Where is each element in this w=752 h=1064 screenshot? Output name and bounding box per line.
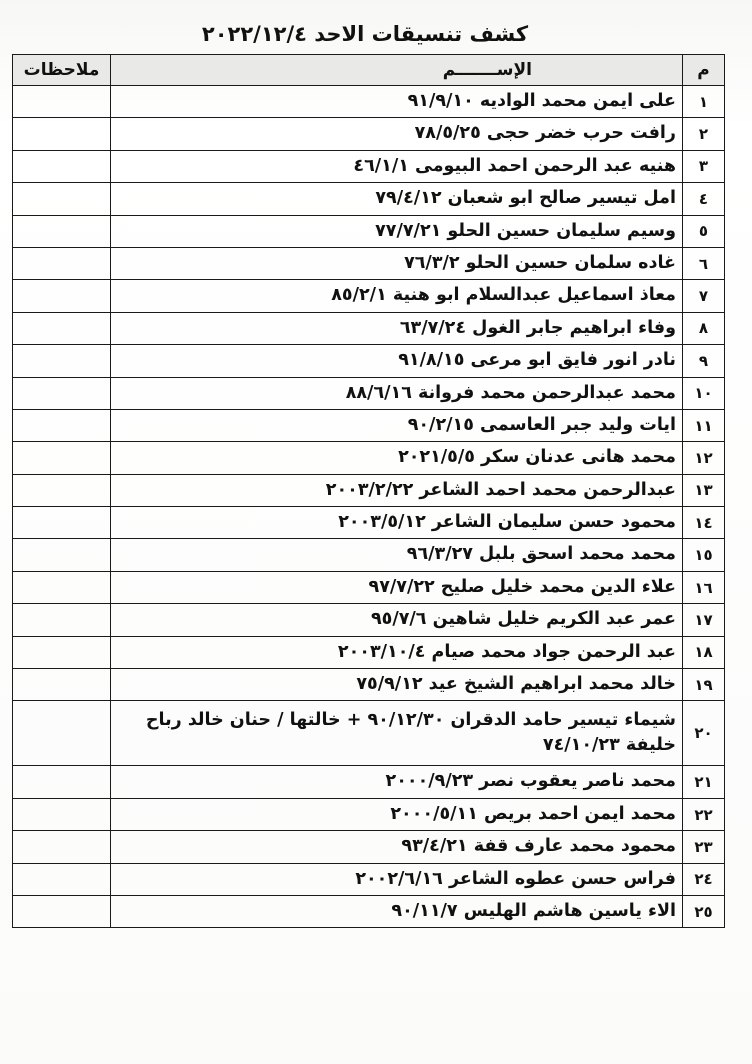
row-name: هنيه عبد الرحمن احمد البيومى ٤٦/١/١ <box>111 150 683 182</box>
row-name: عبد الرحمن جواد محمد صيام ٢٠٠٣/١٠/٤ <box>111 636 683 668</box>
table-row <box>13 247 725 279</box>
table-body <box>13 86 725 928</box>
row-name: محمود حسن سليمان الشاعر ٢٠٠٣/٥/١٢ <box>111 507 683 539</box>
table-row <box>13 409 725 441</box>
row-number: ٤ <box>683 183 725 215</box>
table-row <box>13 895 725 927</box>
table-row <box>13 118 725 150</box>
table-row <box>13 345 725 377</box>
row-notes <box>13 701 111 766</box>
row-name: محمد ناصر يعقوب نصر ٢٠٠٠/٩/٢٣ <box>111 766 683 798</box>
row-name: شيماء تيسير حامد الدقران ٩٠/١٢/٣٠ + خالتها / حنان خالد رباح خليفة ٧٤/١٠/٢٣ <box>111 701 683 766</box>
row-notes <box>13 345 111 377</box>
table-row <box>13 183 725 215</box>
row-number: ١٥ <box>683 539 725 571</box>
row-number: ٨ <box>683 312 725 344</box>
row-name: ايات وليد جبر العاسمى ٩٠/٢/١٥ <box>111 409 683 441</box>
row-notes <box>13 280 111 312</box>
row-number: ١٢ <box>683 442 725 474</box>
header-name: الإســـــــم <box>111 55 683 86</box>
row-name: عمر عبد الكريم خليل شاهين ٩٥/٧/٦ <box>111 604 683 636</box>
row-name: عبدالرحمن محمد احمد الشاعر ٢٠٠٣/٢/٢٢ <box>111 474 683 506</box>
row-notes <box>13 312 111 344</box>
row-number: ٢٤ <box>683 863 725 895</box>
table-header-row <box>13 55 725 86</box>
row-number: ٦ <box>683 247 725 279</box>
table-row <box>13 377 725 409</box>
table-row <box>13 150 725 182</box>
row-notes <box>13 247 111 279</box>
table-row <box>13 507 725 539</box>
row-number: ٢٠ <box>683 701 725 766</box>
row-name: محمد هانى عدنان سكر ٢٠٢١/٥/٥ <box>111 442 683 474</box>
table-row <box>13 280 725 312</box>
row-name: على ايمن محمد الواديه ٩١/٩/١٠ <box>111 86 683 118</box>
row-notes <box>13 507 111 539</box>
row-name: وسيم سليمان حسين الحلو ٧٧/٧/٢١ <box>111 215 683 247</box>
table-row <box>13 442 725 474</box>
row-notes <box>13 604 111 636</box>
table-row <box>13 636 725 668</box>
row-name: محمد عبدالرحمن محمد فروانة ٨٨/٦/١٦ <box>111 377 683 409</box>
row-notes <box>13 215 111 247</box>
row-number: ١٦ <box>683 571 725 603</box>
row-notes <box>13 766 111 798</box>
row-name: فراس حسن عطوه الشاعر ٢٠٠٢/٦/١٦ <box>111 863 683 895</box>
header-number: م <box>683 55 725 86</box>
table-row <box>13 798 725 830</box>
table-row <box>13 863 725 895</box>
row-notes <box>13 571 111 603</box>
row-notes <box>13 150 111 182</box>
table-row <box>13 604 725 636</box>
table-row <box>13 539 725 571</box>
row-number: ٢٢ <box>683 798 725 830</box>
row-name: امل تيسير صالح ابو شعبان ٧٩/٤/١٢ <box>111 183 683 215</box>
row-name: محمد محمد اسحق بلبل ٩٦/٣/٢٧ <box>111 539 683 571</box>
table-row <box>13 669 725 701</box>
row-number: ١٤ <box>683 507 725 539</box>
row-name: غاده سلمان حسين الحلو ٧٦/٣/٢ <box>111 247 683 279</box>
row-notes <box>13 183 111 215</box>
row-notes <box>13 831 111 863</box>
row-notes <box>13 409 111 441</box>
row-name: الاء ياسين هاشم الهليس ٩٠/١١/٧ <box>111 895 683 927</box>
row-number: ٢ <box>683 118 725 150</box>
row-name: رافت حرب خضر حجى ٧٨/٥/٢٥ <box>111 118 683 150</box>
row-notes <box>13 442 111 474</box>
coordination-table <box>12 54 725 928</box>
row-number: ١٣ <box>683 474 725 506</box>
row-number: ٢٥ <box>683 895 725 927</box>
row-notes <box>13 539 111 571</box>
row-number: ٧ <box>683 280 725 312</box>
row-number: ١٠ <box>683 377 725 409</box>
table-row <box>13 312 725 344</box>
row-number: ٢١ <box>683 766 725 798</box>
row-number: ١١ <box>683 409 725 441</box>
row-number: ١٧ <box>683 604 725 636</box>
row-name: وفاء ابراهيم جابر الغول ٦٣/٧/٢٤ <box>111 312 683 344</box>
row-number: ١٩ <box>683 669 725 701</box>
row-number: ٩ <box>683 345 725 377</box>
row-number: ٥ <box>683 215 725 247</box>
row-name: خالد محمد ابراهيم الشيخ عيد ٧٥/٩/١٢ <box>111 669 683 701</box>
row-name: نادر انور فايق ابو مرعى ٩١/٨/١٥ <box>111 345 683 377</box>
row-notes <box>13 86 111 118</box>
row-name: محمد ايمن احمد بريص ٢٠٠٠/٥/١١ <box>111 798 683 830</box>
row-number: ٢٣ <box>683 831 725 863</box>
row-notes <box>13 895 111 927</box>
row-notes <box>13 863 111 895</box>
table-row <box>13 831 725 863</box>
table-row <box>13 571 725 603</box>
header-notes: ملاحظات <box>13 55 111 86</box>
table-row <box>13 86 725 118</box>
table-row <box>13 215 725 247</box>
row-notes <box>13 474 111 506</box>
table-row <box>13 766 725 798</box>
table-row <box>13 474 725 506</box>
page-title: كشف تنسيقات الاحد ٢٠٢٢/١٢/٤ <box>201 22 529 46</box>
row-name: علاء الدين محمد خليل صليح ٩٧/٧/٢٢ <box>111 571 683 603</box>
row-number: ١ <box>683 86 725 118</box>
row-notes <box>13 798 111 830</box>
row-notes <box>13 118 111 150</box>
row-number: ١٨ <box>683 636 725 668</box>
table-row <box>13 701 725 766</box>
row-name: محمود محمد عارف قفة ٩٣/٤/٢١ <box>111 831 683 863</box>
row-number: ٣ <box>683 150 725 182</box>
row-notes <box>13 377 111 409</box>
row-notes <box>13 636 111 668</box>
row-notes <box>13 669 111 701</box>
row-name: معاذ اسماعيل عبدالسلام ابو هنية ٨٥/٢/١ <box>111 280 683 312</box>
